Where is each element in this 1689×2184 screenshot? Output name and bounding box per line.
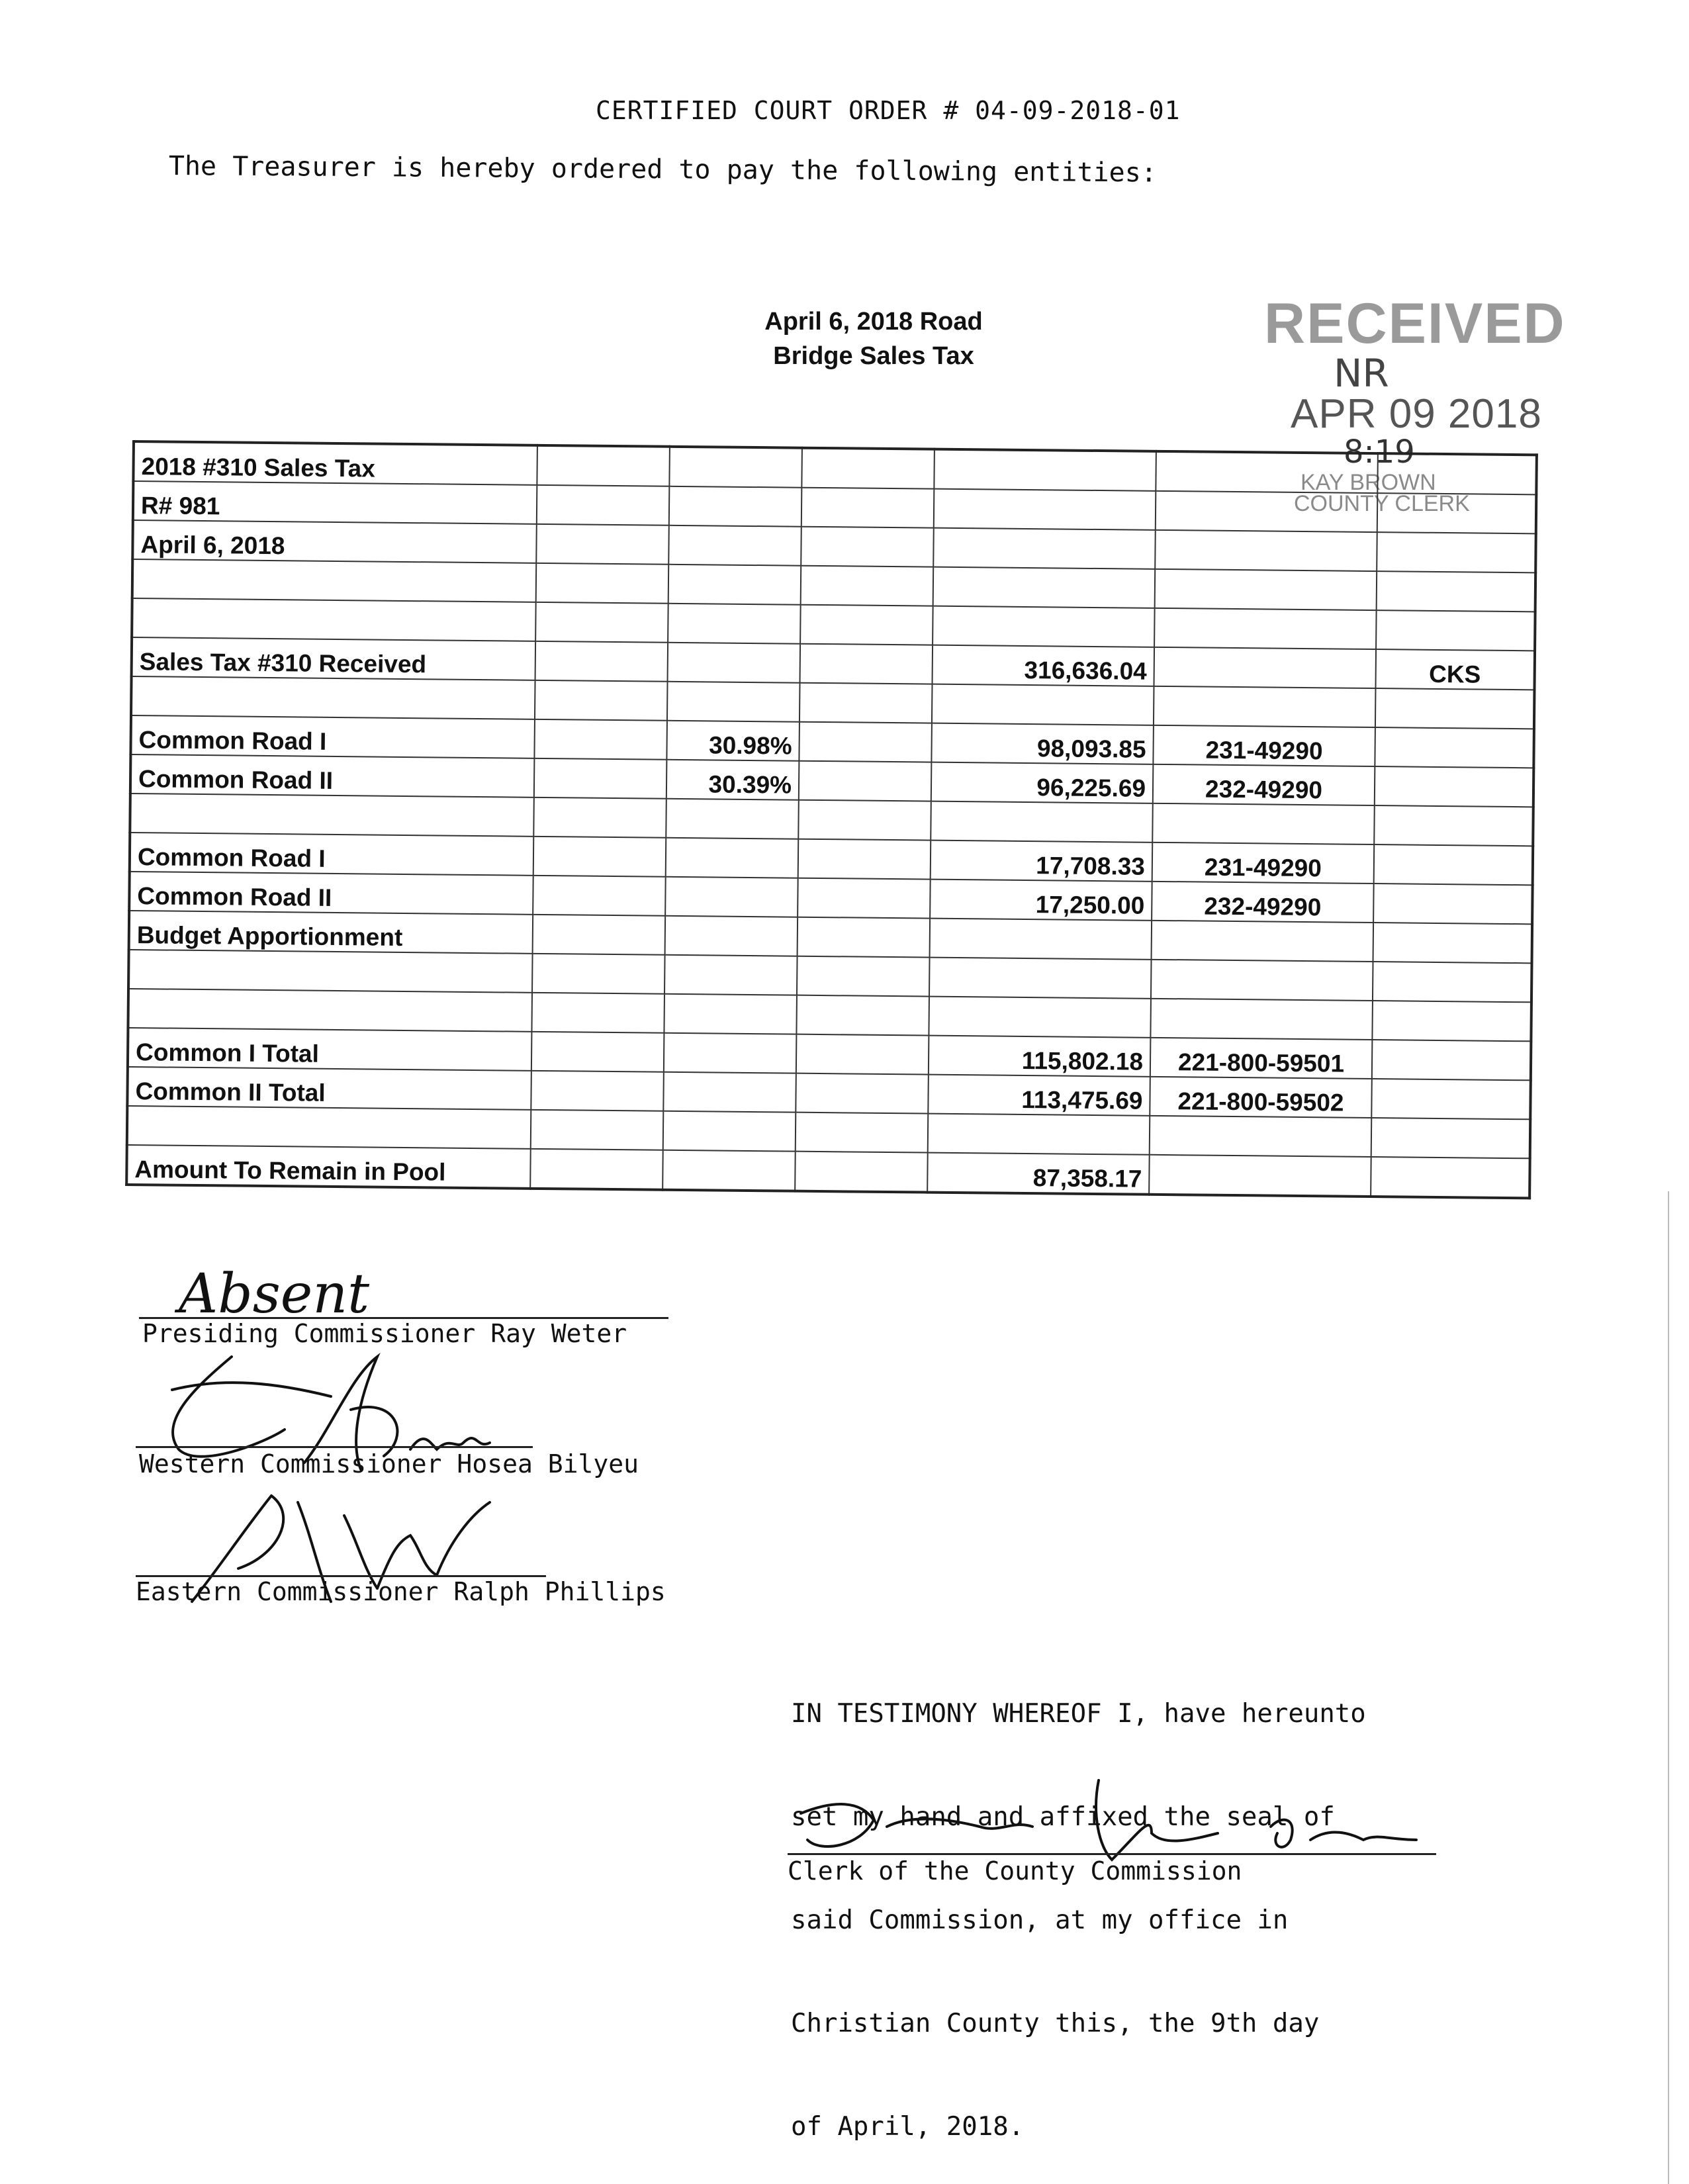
row-label-cell bbox=[132, 559, 537, 602]
empty-cell bbox=[796, 1034, 929, 1075]
empty-cell bbox=[801, 566, 934, 606]
note-cell bbox=[1371, 1157, 1530, 1198]
empty-cell bbox=[801, 448, 935, 489]
row-label-cell bbox=[132, 598, 536, 641]
empty-cell bbox=[535, 641, 668, 682]
western-commissioner-label: Western Commissioner Hosea Bilyeu bbox=[139, 1449, 639, 1479]
percentage-cell bbox=[665, 916, 798, 956]
empty-cell bbox=[801, 488, 935, 528]
empty-cell bbox=[531, 993, 664, 1033]
note-cell bbox=[1375, 727, 1534, 768]
amount-cell bbox=[928, 1114, 1150, 1155]
amount-cell: 98,093.85 bbox=[931, 723, 1154, 764]
row-label-cell: Common Road I bbox=[130, 833, 534, 876]
empty-cell bbox=[800, 605, 933, 645]
amount-cell bbox=[933, 528, 1156, 569]
empty-cell bbox=[535, 680, 668, 721]
row-label-cell bbox=[130, 794, 534, 837]
percentage-cell bbox=[663, 1072, 796, 1113]
empty-cell bbox=[799, 761, 932, 801]
empty-cell bbox=[534, 719, 667, 760]
empty-cell bbox=[533, 876, 666, 916]
stamp-time: 8:19 bbox=[1344, 433, 1415, 471]
empty-cell bbox=[801, 527, 934, 567]
heading-line-1: April 6, 2018 Road bbox=[764, 308, 983, 336]
stamp-received: RECEIVED bbox=[1264, 292, 1566, 355]
account-cell: 231-49290 bbox=[1153, 725, 1375, 766]
account-cell bbox=[1155, 569, 1377, 610]
account-cell: 221-800-59501 bbox=[1150, 1038, 1373, 1079]
percentage-cell bbox=[668, 525, 801, 566]
row-label-cell bbox=[128, 989, 532, 1032]
empty-cell bbox=[531, 1032, 664, 1072]
note-cell bbox=[1374, 844, 1533, 885]
row-label-cell: Common II Total bbox=[127, 1067, 531, 1110]
empty-cell bbox=[533, 797, 666, 838]
eastern-commissioner-label: Eastern Commissioner Ralph Phillips bbox=[136, 1577, 666, 1606]
account-cell bbox=[1152, 921, 1374, 962]
row-label-cell: R# 981 bbox=[133, 481, 537, 524]
presiding-commissioner-label: Presiding Commissioner Ray Weter bbox=[142, 1319, 627, 1348]
empty-cell bbox=[530, 1149, 663, 1190]
row-label-cell: Common Road II bbox=[130, 754, 535, 797]
account-cell bbox=[1154, 608, 1377, 649]
absent-text: Absent bbox=[179, 1263, 370, 1326]
stamp-name: KAY BROWN bbox=[1301, 470, 1436, 495]
percentage-cell bbox=[669, 447, 802, 488]
amount-cell: 17,708.33 bbox=[931, 841, 1153, 882]
account-cell bbox=[1150, 999, 1373, 1040]
note-cell bbox=[1375, 766, 1534, 807]
percentage-cell: 30.39% bbox=[666, 760, 799, 800]
testimony-line: of April, 2018. bbox=[791, 2112, 1025, 2142]
empty-cell bbox=[798, 839, 931, 880]
amount-cell bbox=[934, 489, 1156, 530]
row-label-cell bbox=[131, 676, 535, 719]
percentage-cell bbox=[663, 1111, 796, 1152]
testimony-line: Christian County this, the 9th day bbox=[791, 2009, 1320, 2038]
testimony-line: said Commission, at my office in bbox=[791, 1905, 1289, 1935]
note-cell bbox=[1375, 688, 1535, 729]
percentage-cell bbox=[665, 877, 798, 917]
note-cell: CKS bbox=[1375, 649, 1535, 690]
empty-cell bbox=[795, 1152, 928, 1193]
empty-cell bbox=[537, 485, 670, 525]
amount-cell bbox=[929, 997, 1151, 1038]
row-label-cell bbox=[127, 1106, 531, 1149]
percentage-cell bbox=[664, 955, 798, 995]
ledger-table-wrapper bbox=[125, 440, 1535, 1199]
note-cell bbox=[1371, 1079, 1531, 1119]
empty-cell bbox=[536, 563, 669, 604]
note-cell bbox=[1373, 962, 1532, 1002]
empty-cell bbox=[531, 1071, 664, 1111]
empty-cell bbox=[796, 1073, 929, 1114]
row-label-cell bbox=[128, 950, 533, 993]
clerk-signature-line bbox=[788, 1853, 1436, 1855]
row-label-cell: Sales Tax #310 Received bbox=[132, 637, 536, 680]
amount-cell bbox=[929, 958, 1152, 999]
ledger-table bbox=[125, 440, 1538, 1199]
stamp-title: COUNTY CLERK bbox=[1294, 491, 1470, 516]
heading-line-2: Bridge Sales Tax bbox=[773, 342, 974, 370]
empty-cell bbox=[533, 915, 666, 955]
note-cell bbox=[1377, 532, 1536, 572]
note-cell bbox=[1377, 453, 1537, 494]
note-cell bbox=[1377, 493, 1537, 533]
empty-cell bbox=[798, 878, 931, 919]
empty-cell bbox=[537, 445, 670, 486]
stamp-date: APR 09 2018 bbox=[1291, 391, 1542, 437]
stamp-initials: NR bbox=[1334, 351, 1389, 396]
account-cell bbox=[1152, 803, 1375, 844]
empty-cell bbox=[797, 956, 930, 997]
amount-cell bbox=[931, 801, 1153, 842]
amount-cell: 17,250.00 bbox=[930, 880, 1152, 921]
amount-cell bbox=[930, 919, 1152, 960]
percentage-cell bbox=[664, 994, 797, 1034]
account-cell bbox=[1155, 530, 1377, 571]
empty-cell bbox=[535, 602, 668, 643]
amount-cell bbox=[933, 567, 1156, 608]
empty-cell bbox=[536, 524, 669, 565]
amount-cell: 87,358.17 bbox=[927, 1153, 1150, 1195]
page-edge-line bbox=[1668, 1191, 1669, 2184]
empty-cell bbox=[796, 995, 929, 1036]
payment-instruction: The Treasurer is hereby ordered to pay the following entities: bbox=[168, 151, 1158, 189]
row-label-cell: 2018 #310 Sales Tax bbox=[133, 441, 537, 485]
account-cell bbox=[1150, 1116, 1372, 1157]
account-cell bbox=[1149, 1155, 1371, 1197]
empty-cell bbox=[799, 683, 933, 723]
testimony-block bbox=[791, 1628, 1366, 2179]
empty-cell bbox=[532, 954, 665, 994]
account-cell: 232-49290 bbox=[1152, 882, 1374, 923]
clerk-label: Clerk of the County Commission bbox=[788, 1856, 1242, 1886]
empty-cell bbox=[798, 800, 931, 841]
percentage-cell bbox=[666, 799, 799, 839]
amount-cell: 113,475.69 bbox=[928, 1075, 1150, 1116]
account-cell bbox=[1154, 647, 1377, 688]
note-cell bbox=[1373, 884, 1533, 924]
percentage-cell bbox=[668, 565, 801, 605]
account-cell bbox=[1154, 686, 1376, 727]
row-label-cell: Common I Total bbox=[128, 1028, 532, 1071]
amount-cell bbox=[934, 449, 1156, 491]
percentage-cell bbox=[662, 1150, 796, 1191]
amount-cell: 115,802.18 bbox=[929, 1036, 1151, 1077]
empty-cell bbox=[798, 917, 931, 958]
empty-cell bbox=[534, 758, 667, 799]
percentage-cell bbox=[667, 682, 800, 722]
testimony-line: IN TESTIMONY WHEREOF I, have hereunto bbox=[791, 1699, 1366, 1729]
note-cell bbox=[1376, 610, 1535, 651]
note-cell bbox=[1373, 923, 1533, 963]
percentage-cell bbox=[668, 643, 801, 683]
empty-cell bbox=[531, 1110, 664, 1150]
note-cell bbox=[1371, 1118, 1531, 1158]
note-cell bbox=[1374, 805, 1533, 846]
account-cell: 221-800-59502 bbox=[1150, 1077, 1372, 1118]
row-label-cell: Common Road II bbox=[129, 872, 533, 915]
testimony-line: set my hand and affixed the seal of bbox=[791, 1802, 1335, 1832]
document-heading bbox=[688, 304, 1059, 373]
row-label-cell: April 6, 2018 bbox=[132, 520, 537, 563]
percentage-cell: 30.98% bbox=[666, 721, 799, 761]
amount-cell bbox=[932, 684, 1154, 725]
western-signature-line bbox=[136, 1446, 533, 1448]
empty-cell bbox=[533, 837, 666, 877]
note-cell bbox=[1372, 1040, 1531, 1080]
account-cell bbox=[1156, 451, 1378, 493]
amount-cell bbox=[933, 606, 1155, 647]
row-label-cell: Amount To Remain in Pool bbox=[126, 1145, 531, 1189]
order-title: CERTIFIED COURT ORDER # 04-09-2018-01 bbox=[596, 96, 1181, 125]
absent-handwriting bbox=[165, 1254, 390, 1327]
percentage-cell bbox=[668, 604, 801, 644]
amount-cell: 96,225.69 bbox=[931, 762, 1154, 803]
account-cell: 232-49290 bbox=[1153, 764, 1375, 805]
account-cell bbox=[1151, 960, 1373, 1001]
row-label-cell: Common Road I bbox=[130, 715, 535, 758]
empty-cell bbox=[800, 644, 933, 684]
note-cell bbox=[1377, 571, 1536, 612]
percentage-cell bbox=[669, 486, 802, 527]
amount-cell: 316,636.04 bbox=[933, 645, 1155, 686]
percentage-cell bbox=[666, 838, 799, 878]
percentage-cell bbox=[664, 1033, 797, 1073]
empty-cell bbox=[799, 722, 932, 762]
row-label-cell: Budget Apportionment bbox=[129, 911, 533, 954]
account-cell bbox=[1156, 491, 1378, 532]
empty-cell bbox=[796, 1113, 929, 1153]
account-cell: 231-49290 bbox=[1152, 842, 1375, 884]
note-cell bbox=[1372, 1001, 1531, 1041]
